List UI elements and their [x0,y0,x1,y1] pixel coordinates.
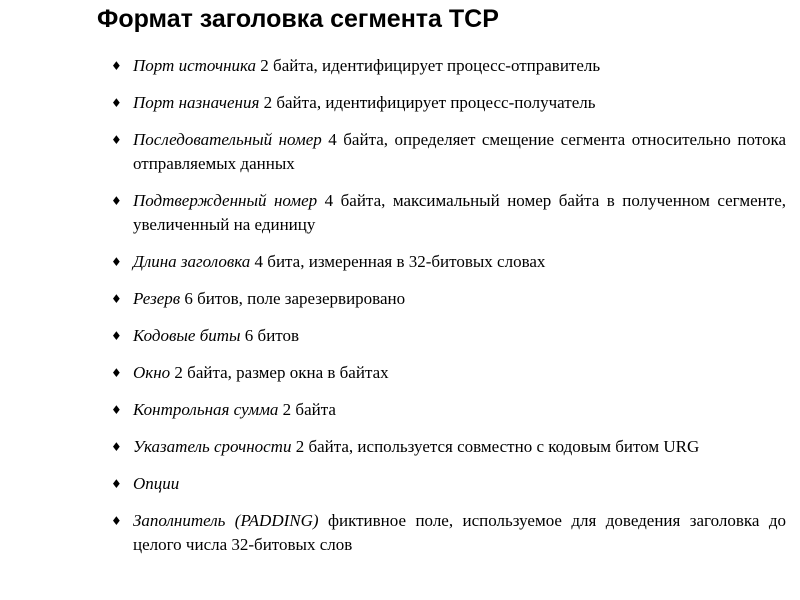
diamond-bullet-icon: ♦ [111,96,122,110]
field-description: 2 байта, используется совместно с кодовым битом URG [291,437,700,456]
list-item [0,189,786,237]
field-name: Подтвержденный номер [133,191,318,210]
slide-title: Формат заголовка сегмента TCP [97,5,499,33]
diamond-bullet-icon: ♦ [111,403,122,417]
field-name: Контрольная сумма [133,400,279,419]
field-name: Резерв [133,289,181,308]
field-description: 2 байта, размер окна в байтах [170,363,389,382]
field-description: 6 битов [240,326,300,345]
field-name: Указатель срочности [133,437,292,456]
field-name: Заполнитель (PADDING) [133,511,319,530]
diamond-bullet-icon: ♦ [111,514,122,528]
field-description: 2 байта, идентифицирует процесс-отправитель [256,56,601,75]
field-description: фиктивное поле, используемое для доведения заголовка до целого числа 32-битовых слов [133,511,786,554]
field-description: 2 байта [278,400,336,419]
diamond-bullet-icon: ♦ [111,194,122,208]
field-description: 4 бита, измеренная в 32-битовых словах [250,252,546,271]
list-item [0,91,786,115]
list-item [0,361,786,385]
diamond-bullet-icon: ♦ [111,366,122,380]
list-item [0,54,786,78]
diamond-bullet-icon: ♦ [111,440,122,454]
list-item [0,398,786,422]
field-description: 6 битов, поле зарезервировано [180,289,406,308]
field-description: 4 байта, определяет смещение сегмента относительно потока отправляемых данных [133,130,786,173]
list-item [0,472,786,496]
field-description: 4 байта, максимальный номер байта в полученном сегменте, увеличенный на единицу [133,191,786,234]
field-description: 2 байта, идентифицирует процесс-получатель [259,93,596,112]
diamond-bullet-icon: ♦ [111,133,122,147]
field-name: Кодовые биты [133,326,241,345]
field-name: Длина заголовка [133,252,251,271]
diamond-bullet-icon: ♦ [111,255,122,269]
list-item [0,287,786,311]
field-name: Порт источника [133,56,257,75]
list-item [0,435,786,459]
list-item [0,509,786,557]
diamond-bullet-icon: ♦ [111,292,122,306]
diamond-bullet-icon: ♦ [111,477,122,491]
field-list [0,54,786,557]
diamond-bullet-icon: ♦ [111,59,122,73]
field-name: Последовательный номер [133,130,322,149]
list-item [0,250,786,274]
list-item [0,324,786,348]
diamond-bullet-icon: ♦ [111,329,122,343]
field-name: Окно [133,363,171,382]
list-item [0,128,786,176]
field-name: Порт назначения [133,93,260,112]
field-name: Опции [133,474,180,493]
